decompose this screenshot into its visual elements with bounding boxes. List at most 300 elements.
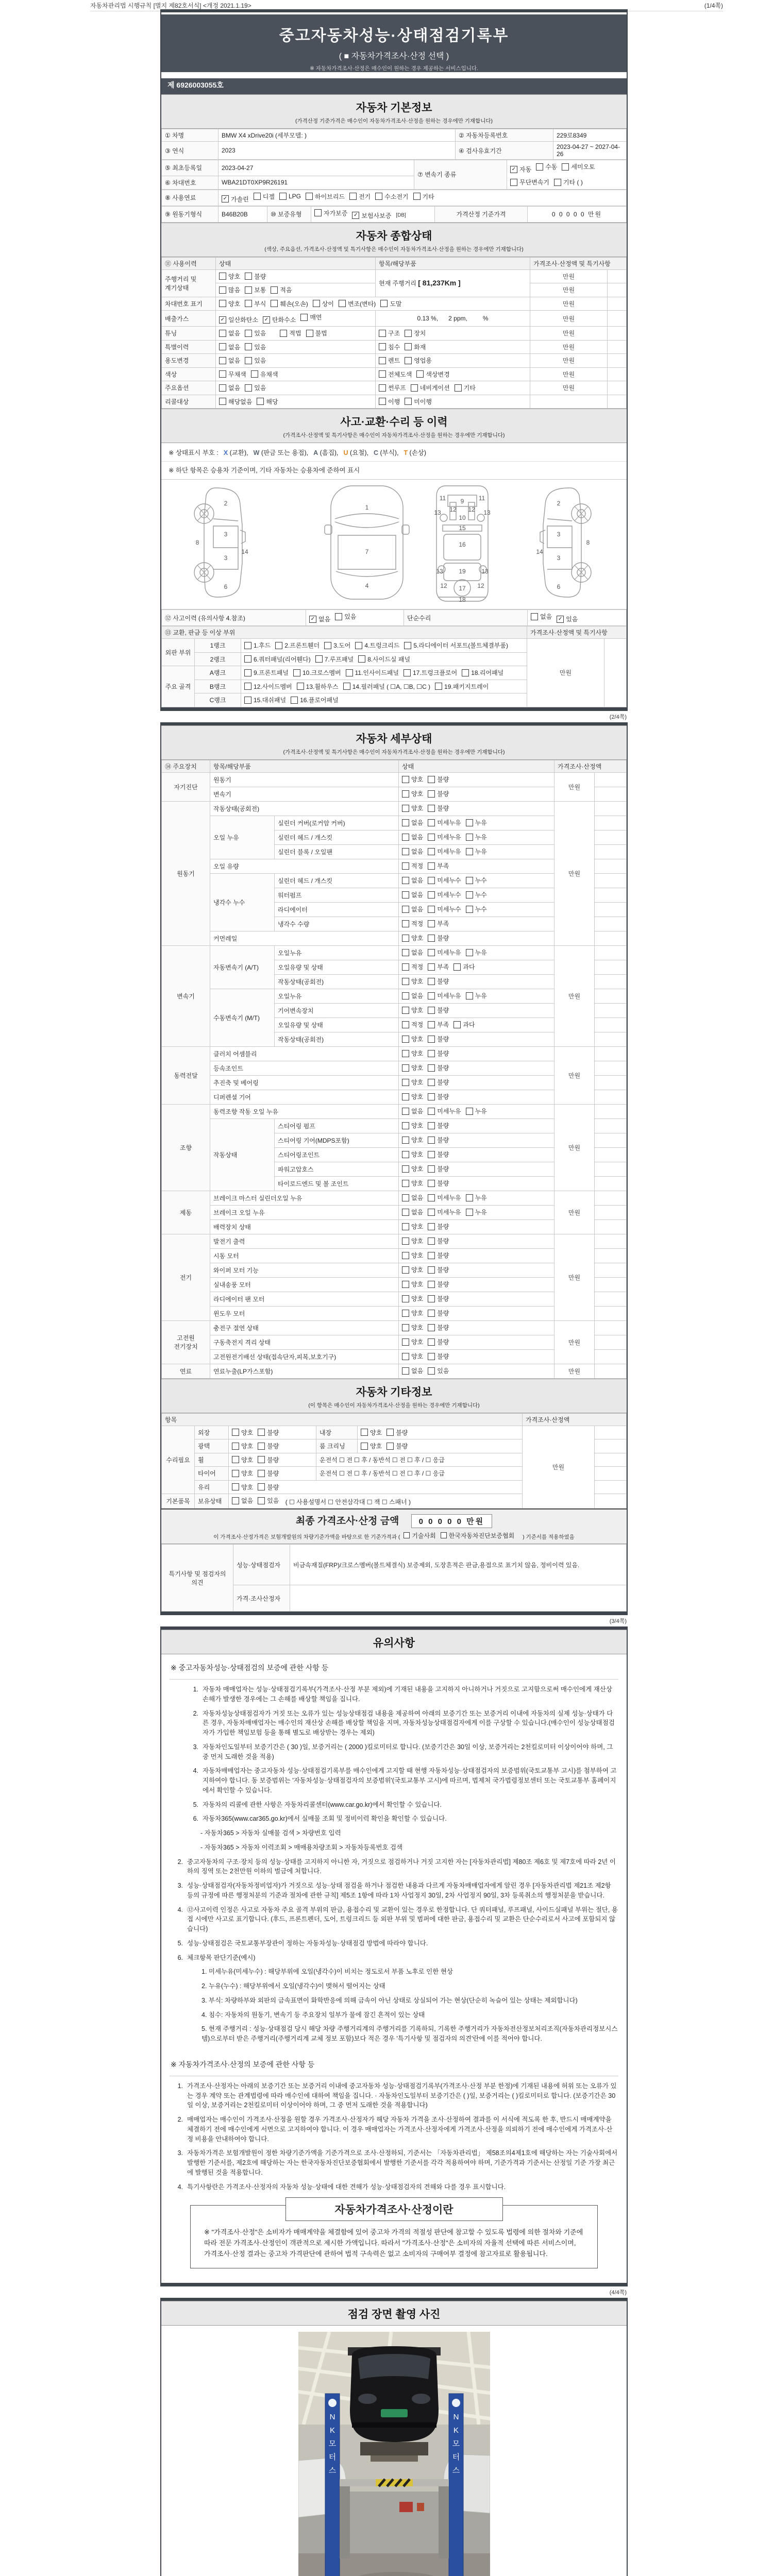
state-options (216, 297, 530, 311)
checkbox-보험사보증[interactable]: ✓ 보험사보증 (352, 211, 391, 220)
checkbox-양호[interactable]: 양호 (402, 789, 423, 798)
device-item: 기어변속장치 (275, 1003, 399, 1018)
checkbox-양호[interactable]: 양호 (402, 1035, 423, 1043)
checkbox-12.사이드멤버[interactable]: 12.사이드멤버 (244, 682, 292, 691)
state-options (399, 873, 554, 888)
checkbox-탄화수소[interactable]: ✓ 탄화수소 (263, 315, 296, 324)
checkbox-없음[interactable]: 없음 (402, 833, 423, 841)
checkbox-4.트렁크리드[interactable]: 4.트렁크리드 (355, 641, 399, 650)
checkbox-기타[interactable]: 기타 (413, 192, 434, 201)
note-cell (595, 1248, 627, 1263)
checkbox-있음[interactable]: 있음 (245, 343, 266, 351)
checkbox-15.대쉬패널[interactable]: 15.대쉬패널 (244, 696, 286, 704)
checkbox-불량[interactable]: 불량 (258, 1469, 279, 1478)
checkbox-불량[interactable]: 불량 (428, 789, 449, 798)
checkbox-5.라디에이터 서포트(볼트체결부품)[interactable]: 5.라디에이터 서포트(볼트체결부품) (404, 641, 508, 650)
note-cell (595, 830, 627, 844)
remarks-table (161, 1544, 627, 1612)
other-col-headers: 항목 가격조사·산정액 (162, 1413, 627, 1426)
legend-code-A: A (313, 449, 318, 456)
checkbox-11.인사이드패널[interactable]: 11.인사이드패널 (346, 668, 399, 677)
title-band (161, 12, 627, 72)
price-cell: 만원 (530, 340, 608, 354)
rank-items (241, 652, 527, 666)
device-item: 충전구 절연 상태 (210, 1320, 399, 1335)
state-options (229, 1467, 316, 1481)
checkbox-불량[interactable]: 불량 (428, 1251, 449, 1260)
checkbox-없음[interactable]: 없음 (402, 905, 423, 913)
note-cell (608, 381, 627, 395)
notice-item: 5. 성능·상태점검은 국토교통부장관이 정하는 자동차성능·상태점검 방법에 따라야 합니다. (177, 1939, 428, 1947)
checkbox-양호[interactable]: 양호 (402, 1078, 423, 1087)
checkbox-없음[interactable]: 없음 (219, 356, 240, 365)
usage-label: 주행거리 및 계기상태 (162, 269, 216, 297)
checkbox-8.사이드실 패널[interactable]: 8.사이드실 패널 (358, 655, 410, 664)
checkbox-미세누유[interactable]: 미세누유 (428, 833, 461, 841)
checkbox-양호[interactable]: 양호 (402, 1092, 423, 1101)
overall-row (162, 354, 627, 368)
note-cell (595, 1349, 627, 1364)
legend-desc: (교환), (228, 449, 248, 456)
checkbox-불량[interactable]: 불량 (428, 1179, 449, 1188)
checkbox-해당없음[interactable]: 해당없음 (219, 397, 252, 406)
price-cell: 만원 (554, 772, 595, 801)
checkbox-누유[interactable]: 누유 (466, 847, 487, 856)
checkbox-불량[interactable]: 불량 (428, 1078, 449, 1087)
checkbox-부식[interactable]: 부식 (245, 299, 266, 308)
note-cell (595, 1320, 627, 1335)
checkbox-누유[interactable]: 누유 (466, 1208, 487, 1216)
checkbox-해당[interactable]: 해당 (257, 397, 278, 406)
warranty-opts (311, 206, 435, 222)
checkbox-화재[interactable]: 화재 (405, 343, 426, 351)
checkbox-불량[interactable]: 불량 (428, 1294, 449, 1303)
checkbox-불량[interactable]: 불량 (428, 1352, 449, 1361)
checkbox-전체도색[interactable]: 전체도색 (379, 370, 412, 379)
other-header (161, 1379, 627, 1413)
legend-desc: (판금 또는 용접), (259, 449, 309, 456)
checkbox-없음[interactable]: 없음 (402, 890, 423, 899)
checkbox-양호[interactable]: 양호 (402, 1265, 423, 1274)
overall-header (161, 223, 627, 257)
checkbox-누수[interactable]: 누수 (466, 876, 487, 885)
checkbox-기술사회[interactable]: 기술사회 (404, 1531, 435, 1540)
checkbox-양호[interactable]: 양호 (361, 1428, 382, 1437)
note-cell (608, 327, 627, 341)
checkbox-미세누유[interactable]: 미세누유 (428, 1208, 461, 1216)
checkbox-적정[interactable]: 적정 (402, 1020, 423, 1029)
device-item: 실내송풍 모터 (210, 1277, 399, 1292)
checkbox-없음[interactable]: 없음 (402, 948, 423, 957)
checkbox-렌트[interactable]: 렌트 (379, 356, 400, 365)
checkbox-미세누수[interactable]: 미세누수 (428, 876, 461, 885)
checkbox-장치[interactable]: 장치 (405, 329, 426, 337)
checkbox-부족[interactable]: 부족 (428, 919, 449, 928)
warranty-suffix: [DB] (396, 212, 406, 218)
state-options (216, 367, 376, 381)
rank-items (241, 680, 527, 693)
checkbox-불량[interactable]: 불량 (428, 1236, 449, 1245)
price-cell: 만원 (530, 283, 608, 297)
checkbox-불량[interactable]: 불량 (428, 1049, 449, 1058)
note-cell (595, 1234, 627, 1248)
checkbox-17.트렁크플로어[interactable]: 17.트렁크플로어 (404, 668, 457, 677)
checkbox-있음[interactable]: 있음 (258, 1496, 279, 1505)
simple-repair-opts (528, 610, 627, 626)
checkbox-불량[interactable]: 불량 (428, 1063, 449, 1072)
checkbox-보통[interactable]: 보통 (245, 285, 266, 294)
checkbox-9.프론트패널[interactable]: 9.프론트패널 (244, 668, 289, 677)
rank-items (241, 693, 527, 707)
checkbox-이행[interactable]: 이행 (379, 397, 400, 406)
checkbox-3.도어[interactable]: 3.도어 (324, 641, 350, 650)
checkbox-양호[interactable]: 양호 (402, 1121, 423, 1130)
checkbox-미세누유[interactable]: 미세누유 (428, 1107, 461, 1115)
checkbox-하이브리드[interactable]: 하이브리드 (306, 192, 345, 201)
checkbox-양호[interactable]: 양호 (402, 934, 423, 942)
checkbox-불량[interactable]: 불량 (258, 1442, 279, 1450)
checkbox-양호[interactable]: 양호 (232, 1428, 253, 1437)
checkbox-없음[interactable]: 없음 (402, 1107, 423, 1115)
car-name-value: BMW X4 xDrive20i (세부모델: ) (219, 129, 456, 142)
checkbox-누유[interactable]: 누유 (466, 833, 487, 841)
checkbox-있음[interactable]: 있음 (245, 356, 266, 365)
device-item: 오일누유 (275, 945, 399, 960)
checkbox-적정[interactable]: 적정 (402, 962, 423, 971)
checkbox-불량[interactable]: 불량 (428, 1280, 449, 1289)
inspection-value: 2023-04-27 ~ 2027-04-26 (553, 142, 627, 160)
checkbox-없음[interactable]: 없음 (232, 1496, 253, 1505)
checkbox-가솔린[interactable]: ✓ 가솔린 (222, 195, 249, 204)
panel-category: 주요 골격 (162, 666, 195, 707)
device-subgroup: 수동변속기 (M/T) (210, 989, 275, 1046)
note-cell (595, 1118, 627, 1133)
detail-title: 자동차 세부상태 (356, 733, 432, 745)
checkbox-10.크로스멤버[interactable]: 10.크로스멤버 (293, 668, 341, 677)
state-options (399, 787, 554, 801)
checkbox-없음[interactable]: 없음 (219, 329, 240, 337)
checkbox-양호[interactable]: 양호 (219, 272, 240, 281)
item-options: 0.13 %, 2 ppm, % (376, 311, 530, 327)
checkbox-양호[interactable]: 양호 (402, 977, 423, 986)
checkbox-있음[interactable]: 있음 (245, 329, 266, 337)
checkbox-도말[interactable]: 도말 (380, 299, 401, 308)
checkbox-없음[interactable]: 없음 (402, 1208, 423, 1216)
checkbox-유채색[interactable]: 유채색 (251, 370, 278, 379)
checkbox-무단변속기[interactable]: 무단변속기 (510, 178, 549, 187)
accident-history-opts (306, 610, 404, 626)
checkbox-미세누유[interactable]: 미세누유 (428, 1193, 461, 1202)
checkbox-18.리어패널[interactable]: 18.리어패널 (462, 668, 503, 677)
panel-label: ⑬ 교환, 판금 등 이상 부위 (162, 626, 527, 639)
checkbox-색상변경[interactable]: 색상변경 (416, 370, 449, 379)
checkbox-없음[interactable]: ✓ 없음 (309, 615, 330, 623)
checkbox-없음[interactable]: 없음 (402, 1366, 423, 1375)
checkbox-불량[interactable]: 불량 (428, 1309, 449, 1317)
checkbox-불량[interactable]: 불량 (245, 272, 266, 281)
note-cell (595, 1453, 627, 1467)
checkbox-훼손(오손)[interactable]: 훼손(오손) (271, 299, 308, 308)
remarks-label: 특기사항 및 점검자의 의견 (162, 1545, 233, 1612)
checkbox-없음[interactable]: 없음 (531, 612, 552, 621)
device-item: 라디에이터 (275, 902, 399, 917)
panel-number-8: 8 (586, 539, 590, 546)
checkbox-썬루프[interactable]: 썬루프 (379, 383, 406, 392)
inspector-remark: 비금속재질(FRP)/크로스멤버(볼트체결식) 보증제외, 도장흔적은 판금,용접으로 표기치 않음, 정비이력 있음. (290, 1545, 627, 1585)
checkbox-양호[interactable]: 양호 (402, 1236, 423, 1245)
checkbox-13.휠하우스[interactable]: 13.휠하우스 (297, 682, 339, 691)
checkbox-불량[interactable]: 불량 (428, 934, 449, 942)
device-item: 실린더 커버(로커암 커버) (275, 816, 399, 830)
lift-text-char: 스 (452, 2466, 460, 2475)
device-item: 브레이크 마스터 실린더오일 누유 (210, 1191, 399, 1205)
checkbox-있음[interactable]: 있음 (245, 383, 266, 392)
checkbox-불량[interactable]: 불량 (386, 1442, 408, 1450)
notices-section2-heading: ※ 자동차가격조사·산정의 보증에 관한 사항 등 (170, 2053, 618, 2076)
checkbox-상이[interactable]: 상이 (313, 299, 334, 308)
checkbox-변조(변타)[interactable]: 변조(변타) (339, 299, 376, 308)
checkbox-불량[interactable]: 불량 (428, 1164, 449, 1173)
checkbox-없음[interactable]: 없음 (402, 876, 423, 885)
notice-subitem: 5. 현재 주행거리 : 성능·상태점검 당시 해당 차량 주행거리계의 주행거리를 기록하되, 기록한 주행거리가 자동차전산정보처리조직(자동차관리정보시스템)으로부터 받은 주행거리(주행거리계 교체 정보 포함)보다 적은 경우 '특기사항 및 점검자의 의견'란에 이를 적어야 합니다. (201, 2025, 618, 2042)
checkbox-없음[interactable]: 없음 (402, 847, 423, 856)
checkbox-양호[interactable]: 양호 (402, 775, 423, 784)
checkbox-양호[interactable]: 양호 (232, 1469, 253, 1478)
other-table (161, 1413, 627, 1509)
state-options (399, 1277, 554, 1292)
note-cell (604, 639, 627, 707)
checkbox-불량[interactable]: 불량 (258, 1455, 279, 1464)
other-item: 타이어 (195, 1467, 229, 1481)
checkbox-1.후드[interactable]: 1.후드 (244, 641, 271, 650)
checkbox-침수[interactable]: 침수 (379, 343, 400, 351)
note-cell (608, 395, 627, 409)
checkbox-2.프론트휀더[interactable]: 2.프론트휀더 (275, 641, 320, 650)
checkbox-미세누유[interactable]: 미세누유 (428, 818, 461, 827)
checkbox-누유[interactable]: 누유 (466, 1107, 487, 1115)
reg-no-value: 229로8349 (553, 129, 627, 142)
checkbox-양호[interactable]: 양호 (361, 1442, 382, 1450)
checkbox-양호[interactable]: 양호 (402, 1251, 423, 1260)
state-options (229, 1480, 523, 1494)
checkbox-양호[interactable]: 양호 (402, 1323, 423, 1332)
checkbox-불량[interactable]: 불량 (428, 1136, 449, 1144)
checkbox-양호[interactable]: 양호 (402, 1337, 423, 1346)
checkbox-네비게이션[interactable]: 네비게이션 (411, 383, 450, 392)
device-item: 타이로드엔드 및 볼 조인트 (275, 1176, 399, 1191)
overall-row (162, 381, 627, 395)
checkbox-불량[interactable]: 불량 (428, 1150, 449, 1159)
checkbox-있음[interactable]: 있음 (335, 612, 356, 621)
checkbox-19.패키지트레이[interactable]: 19.패키지트레이 (435, 682, 489, 691)
checkbox-양호[interactable]: 양호 (402, 1352, 423, 1361)
checkbox-적정[interactable]: 적정 (402, 919, 423, 928)
checkbox-적법[interactable]: 적법 (280, 329, 301, 337)
checkbox-과다[interactable]: 과다 (453, 1020, 475, 1029)
checkbox-불량[interactable]: 불량 (428, 1323, 449, 1332)
price-cell: 만원 (554, 801, 595, 945)
checkbox-LPG[interactable]: LPG (279, 193, 301, 200)
detail-row (162, 1104, 627, 1118)
checkbox-수동[interactable]: 수동 (536, 162, 557, 171)
device-category: 연료 (162, 1364, 210, 1378)
lift-text-char: 모 (328, 2439, 336, 2448)
device-item: 와이퍼 모터 기능 (210, 1263, 399, 1277)
checkbox-부족[interactable]: 부족 (428, 1020, 449, 1029)
checkbox-한국자동차진단보증협회[interactable]: 한국자동차진단보증협회 (441, 1531, 515, 1540)
price-cell: 만원 (530, 367, 608, 381)
device-item: 오일유량 및 상태 (275, 1018, 399, 1032)
checkbox-불량[interactable]: 불량 (428, 1222, 449, 1231)
checkbox-부족[interactable]: 부족 (428, 962, 449, 971)
checkbox-자가보증[interactable]: 자가보증 (314, 209, 347, 217)
checkbox-자동[interactable]: ✓ 자동 (510, 165, 531, 174)
basic-info-title: 자동차 기본정보 (356, 102, 432, 114)
device-category: 자기진단 (162, 772, 210, 801)
note-cell (595, 1191, 627, 1205)
checkbox-불량[interactable]: 불량 (428, 1006, 449, 1014)
checkbox-누유[interactable]: 누유 (466, 1193, 487, 1202)
checkbox-양호[interactable]: 양호 (402, 1150, 423, 1159)
legend-desc: (부식), (378, 449, 399, 456)
checkbox-양호[interactable]: 양호 (402, 804, 423, 812)
checkbox-적음[interactable]: 적음 (271, 285, 292, 294)
note-cell (595, 1133, 627, 1147)
checkbox-불량[interactable]: 불량 (258, 1483, 279, 1492)
other-item: 휠 (195, 1453, 229, 1467)
checkbox-불량[interactable]: 불량 (428, 1092, 449, 1101)
accident-history-row (161, 609, 627, 626)
checkbox-양호[interactable]: 양호 (402, 1006, 423, 1014)
checkbox-양호[interactable]: 양호 (402, 1222, 423, 1231)
checkbox-없음[interactable]: 없음 (402, 818, 423, 827)
checkbox-누유[interactable]: 누유 (466, 818, 487, 827)
device-category: 조향 (162, 1104, 210, 1191)
checkbox-불량[interactable]: 불량 (428, 1265, 449, 1274)
checkbox-부족[interactable]: 부족 (428, 861, 449, 870)
checkbox-불량[interactable]: 불량 (386, 1428, 408, 1437)
lift-text-char: 스 (328, 2466, 336, 2475)
checkbox-양호[interactable]: 양호 (232, 1455, 253, 1464)
state-options (399, 917, 554, 931)
note-cell (595, 1018, 627, 1032)
transmission-opts-2 (507, 176, 627, 189)
document-number: 제 6926003055호 (161, 78, 627, 94)
inspection-photo-svg (298, 2332, 490, 2576)
checkbox-불법[interactable]: 불법 (306, 329, 327, 337)
checkbox-양호[interactable]: 양호 (402, 1063, 423, 1072)
notice-item: 3. 자동차가격은 보험개발원이 정한 차량기준가액을 기준가격으로 조사·산정하되, 기준서는 「자동차관리법」 제58조의4제1호에 해당하는 자는 기술사회에서 발행한 기준서를, 제2호에 해당하는 자는 한국자동차진단보증협회에서 발행한 기준서를 각각 적용하여야 하며, 기준가격과 기준서는 산정일 기준 가장 최근에 발행된 것을 적용합니다. (177, 2149, 618, 2176)
note-cell (595, 1263, 627, 1277)
checkbox-누수[interactable]: 누수 (466, 905, 487, 913)
checkbox-양호[interactable]: 양호 (402, 1136, 423, 1144)
inspection-photo (161, 2326, 627, 2576)
checkbox-불량[interactable]: 불량 (428, 977, 449, 986)
checkbox-불량[interactable]: 불량 (428, 1337, 449, 1346)
checkbox-양호[interactable]: 양호 (402, 1309, 423, 1317)
checkbox-누수[interactable]: 누수 (466, 890, 487, 899)
checkbox-없음[interactable]: 없음 (402, 1193, 423, 1202)
checkbox-적정[interactable]: 적정 (402, 861, 423, 870)
checkbox-불량[interactable]: 불량 (428, 775, 449, 784)
checkbox-미세누유[interactable]: 미세누유 (428, 991, 461, 1000)
checkbox-수소전기[interactable]: 수소전기 (375, 192, 408, 201)
checkbox-있음[interactable]: 있음 (428, 1366, 449, 1375)
checkbox-불량[interactable]: 불량 (258, 1428, 279, 1437)
checkbox-미이행[interactable]: 미이행 (405, 397, 432, 406)
overall-row (162, 269, 627, 283)
photo-header (161, 2301, 627, 2326)
panel-number-7: 7 (365, 548, 369, 555)
checkbox-미세누수[interactable]: 미세누수 (428, 905, 461, 913)
state-options (216, 354, 376, 368)
checkbox-양호[interactable]: 양호 (402, 1294, 423, 1303)
rank-label: 1랭크 (195, 639, 241, 653)
checkbox-양호[interactable]: 양호 (232, 1483, 253, 1492)
checkbox-양호[interactable]: 양호 (219, 299, 240, 308)
checkbox-없음[interactable]: 없음 (219, 383, 240, 392)
checkbox-16.플로어패널[interactable]: 16.플로어패널 (291, 696, 339, 704)
state-options (399, 1061, 554, 1075)
checkbox-없음[interactable]: 없음 (402, 991, 423, 1000)
checkbox-전기[interactable]: 전기 (349, 192, 371, 201)
checkbox-디젤[interactable]: 디젤 (254, 192, 275, 201)
final-price-row (161, 1513, 627, 1528)
checkbox-양호[interactable]: 양호 (402, 1179, 423, 1188)
device-item: 작동상태(공회전) (210, 801, 399, 816)
checkbox-과다[interactable]: 과다 (453, 962, 475, 971)
checkbox-많음[interactable]: 많음 (219, 285, 240, 294)
checkbox-불량[interactable]: 불량 (428, 1035, 449, 1043)
state-options (399, 888, 554, 902)
checkbox-기타[interactable]: 기타 (455, 383, 476, 392)
remarks-row (162, 1545, 627, 1585)
checkbox-불량[interactable]: 불량 (428, 804, 449, 812)
checkbox-없음[interactable]: 없음 (219, 343, 240, 351)
checkbox-세미오토[interactable]: 세미오토 (562, 162, 595, 171)
checkbox-7.루프패널[interactable]: 7.루프패널 (315, 655, 354, 664)
checkbox-미세누유[interactable]: 미세누유 (428, 948, 461, 957)
checkbox-양호[interactable]: 양호 (402, 1049, 423, 1058)
checkbox-누유[interactable]: 누유 (466, 948, 487, 957)
checkbox-구조[interactable]: 구조 (379, 329, 400, 337)
rank-label: C랭크 (195, 693, 241, 707)
checkbox-미세누유[interactable]: 미세누유 (428, 847, 461, 856)
state-options (399, 960, 554, 974)
checkbox-14.필러패널 ( ☐A, ☐B, ☐C )[interactable]: 14.필러패널 ( ☐A, ☐B, ☐C ) (343, 682, 430, 691)
year-value: 2023 (219, 142, 456, 160)
inspector-remark (290, 1585, 627, 1612)
checkbox-있음[interactable]: ✓ 있음 (557, 615, 578, 623)
checkbox-양호[interactable]: 양호 (402, 1164, 423, 1173)
panel-number-13: 13 (434, 509, 441, 516)
checkbox-미세누수[interactable]: 미세누수 (428, 890, 461, 899)
checkbox-6.쿼터패널(리어휀다)[interactable]: 6.쿼터패널(리어휀다) (244, 655, 311, 664)
checkbox-무채색[interactable]: 무채색 (219, 370, 246, 379)
checkbox-일산화탄소[interactable]: ✓ 일산화탄소 (219, 315, 258, 324)
checkbox-누유[interactable]: 누유 (466, 991, 487, 1000)
checkbox-불량[interactable]: 불량 (428, 1121, 449, 1130)
checkbox-양호[interactable]: 양호 (232, 1442, 253, 1450)
checkbox-기타 ( )[interactable]: 기타 ( ) (554, 178, 583, 187)
checkbox-영업용[interactable]: 영업용 (405, 356, 432, 365)
other-category: 기본품목 (162, 1494, 195, 1509)
panel-number-6: 6 (557, 583, 561, 590)
checkbox-매연[interactable]: 매연 (300, 313, 322, 321)
price-cell: 만원 (530, 381, 608, 395)
notice-item: 4. 자동차매매업자는 중고자동차 성능·상태점검기록부를 매수인에게 고지할 때 현행 자동차성능·상태점검자의 보증범위(국토교통부 고시)를 첨부하여 고지하여야 합니다. 동 보증범위는 '자동차성능·상태점검자의 보증범위'(국토교통부 고시)에 따르며, 법제처 국가법령정보센터 또는 국토교통부 홈페이지에서 확인할 수 있습니다. (193, 1767, 617, 1794)
checkbox-양호[interactable]: 양호 (402, 1280, 423, 1289)
